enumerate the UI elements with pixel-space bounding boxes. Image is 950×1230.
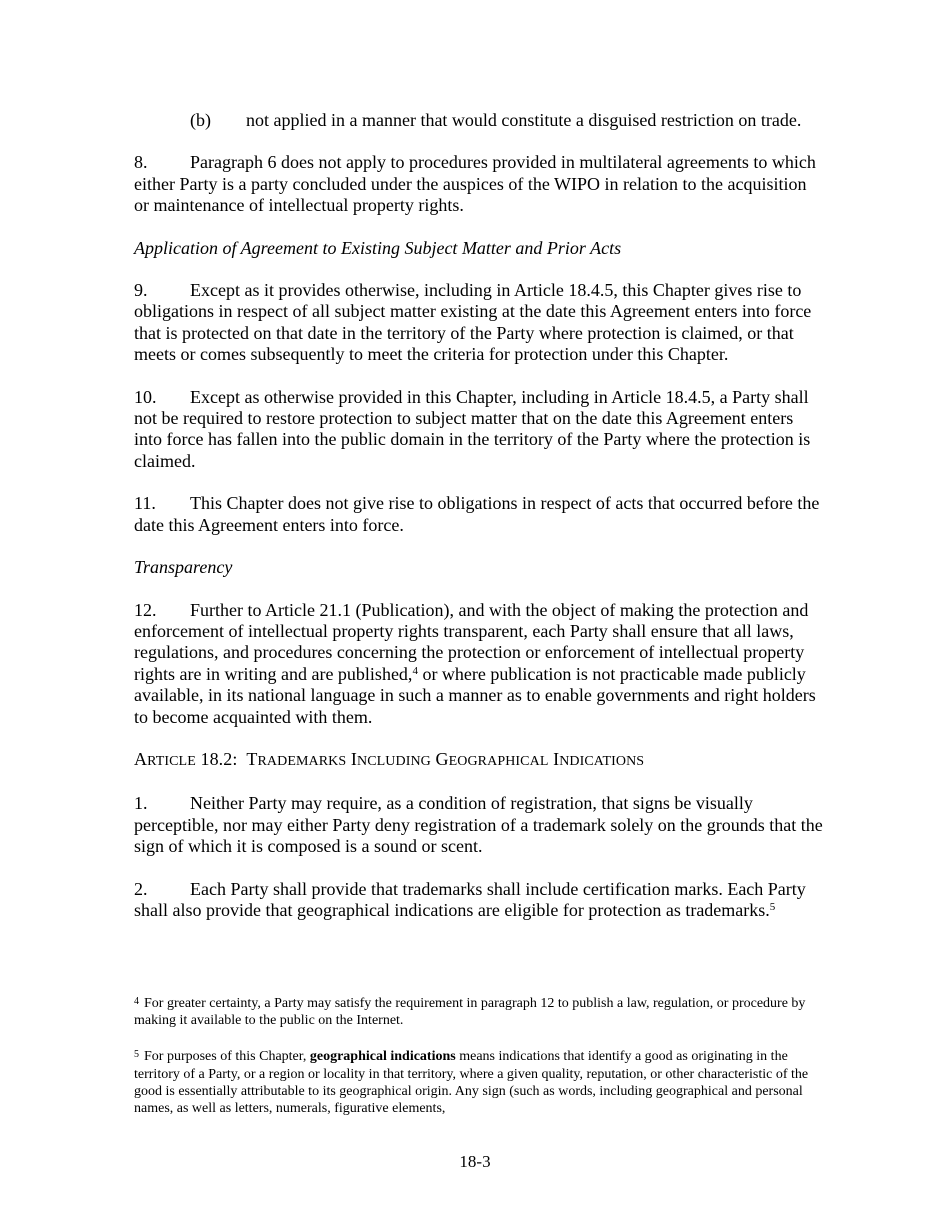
paragraph-12	[134, 600, 824, 728]
footnote-ref-4: 4	[412, 664, 418, 677]
heading-cap: A	[134, 748, 148, 769]
section-heading-application: Application of Agreement to Existing Subject Matter and Prior Acts	[134, 237, 622, 258]
paragraph-text: This Chapter does not give rise to obligations in respect of acts that occurred before the date this Agreement enters into force.	[134, 493, 820, 535]
paragraph-number: 9.	[134, 280, 148, 301]
footnote-ref-5: 5	[769, 900, 776, 913]
paragraph-number: 12.	[134, 599, 157, 620]
article-number: 18.2:	[195, 748, 247, 769]
heading-smallcaps: RADEMARKS	[257, 753, 347, 769]
document-body	[134, 110, 824, 942]
paragraph-9	[134, 280, 824, 366]
heading-cap: I	[548, 748, 560, 769]
article-heading	[134, 749, 824, 772]
paragraph-number: 1.	[134, 793, 148, 814]
heading-cap: G	[430, 748, 449, 769]
paragraph-number: 11.	[134, 493, 156, 514]
footnote-mark: 5	[134, 1049, 139, 1061]
paragraph-text: Except as otherwise provided in this Chapter, including in Article 18.4.5, a Party shall not be required to restore protection to subject matter that on the date this Agreement enters into force has fallen into the public domain in the territory of the Party where the protection is claimed.	[134, 386, 811, 471]
paragraph-10	[134, 387, 824, 473]
heading-smallcaps: NDICATIONS	[559, 753, 645, 769]
paragraph-8	[134, 152, 824, 216]
defined-term: geographical indications	[309, 1049, 456, 1065]
footnote-text: For purposes of this Chapter,	[144, 1049, 310, 1065]
list-item-b	[134, 110, 824, 131]
paragraph-number: 2.	[134, 878, 148, 899]
page-number: 18-3	[459, 1152, 491, 1171]
paragraph-text-continued: or where publication is not practicable made publicly available, in its national language in such a manner as to enable governments and right holders to become acquainted with them.	[134, 663, 816, 727]
paragraph-text: Except as it provides otherwise, including in Article 18.4.5, this Chapter gives rise to obligations in respect of all subject matter existing at the date this Agreement enters into force that is protected on that date in the territory of the Party where protection is claimed, or that meets or comes subsequently to meet the criteria for protection under this Chapter.	[134, 280, 812, 365]
paragraph-11	[134, 493, 824, 536]
footnote-text-continued: means indications that identify a good as originating in the territory of a Party, or a region or locality in that territory, where a given quality, reputation, or other characteristic of the good is essentially attributable to its geographical origin. Any sign (such as words, including geographical and personal names, as well as letters, numerals, figurative elements,	[134, 1049, 809, 1117]
heading-cap: T	[246, 748, 258, 769]
paragraph-text: Neither Party may require, as a condition of registration, that signs be visually perceptible, nor may either Party deny registration of a trademark solely on the grounds that the sign of which it is composed is a sound or scent.	[134, 793, 823, 857]
paragraph-text: Further to Article 21.1 (Publication), and with the object of making the protection and enforcement of intellectual property rights transparent, each Party shall ensure that all laws, regulations, and procedures concerning the protection or enforcement of intellectual property rights are in writing and are published,	[134, 599, 809, 684]
footnote-5	[134, 1046, 824, 1117]
paragraph-text: Each Party shall provide that trademarks shall include certification marks. Each Party shall also provide that geographical indications are eligible for protection as trademarks.	[134, 878, 806, 920]
paragraph-number: 8.	[134, 152, 148, 173]
footnote-mark: 4	[134, 996, 139, 1007]
section-heading-transparency: Transparency	[134, 557, 233, 578]
article-paragraph-2	[134, 879, 824, 922]
paragraph-number: 10.	[134, 386, 157, 407]
list-item-label: (b)	[190, 110, 211, 130]
article-paragraph-1	[134, 793, 824, 857]
footnote-4	[134, 993, 824, 1029]
footnote-text: For greater certainty, a Party may satisfy the requirement in paragraph 12 to publish a law, regulation, or procedure by making it available to the public on the Internet.	[134, 996, 806, 1029]
heading-cap: I	[346, 748, 357, 769]
list-item-text: not applied in a manner that would constitute a disguised restriction on trade.	[246, 110, 802, 130]
paragraph-text: Paragraph 6 does not apply to procedures provided in multilateral agreements to which either Party is a party concluded under the auspices of the WIPO in relation to the acquisition or maintenance of intellectual property rights.	[134, 152, 816, 216]
footnotes-section	[134, 993, 824, 1134]
heading-smallcaps: RTICLE	[147, 753, 196, 769]
heading-smallcaps: NCLUDING	[356, 753, 431, 769]
heading-smallcaps: EOGRAPHICAL	[448, 753, 549, 769]
